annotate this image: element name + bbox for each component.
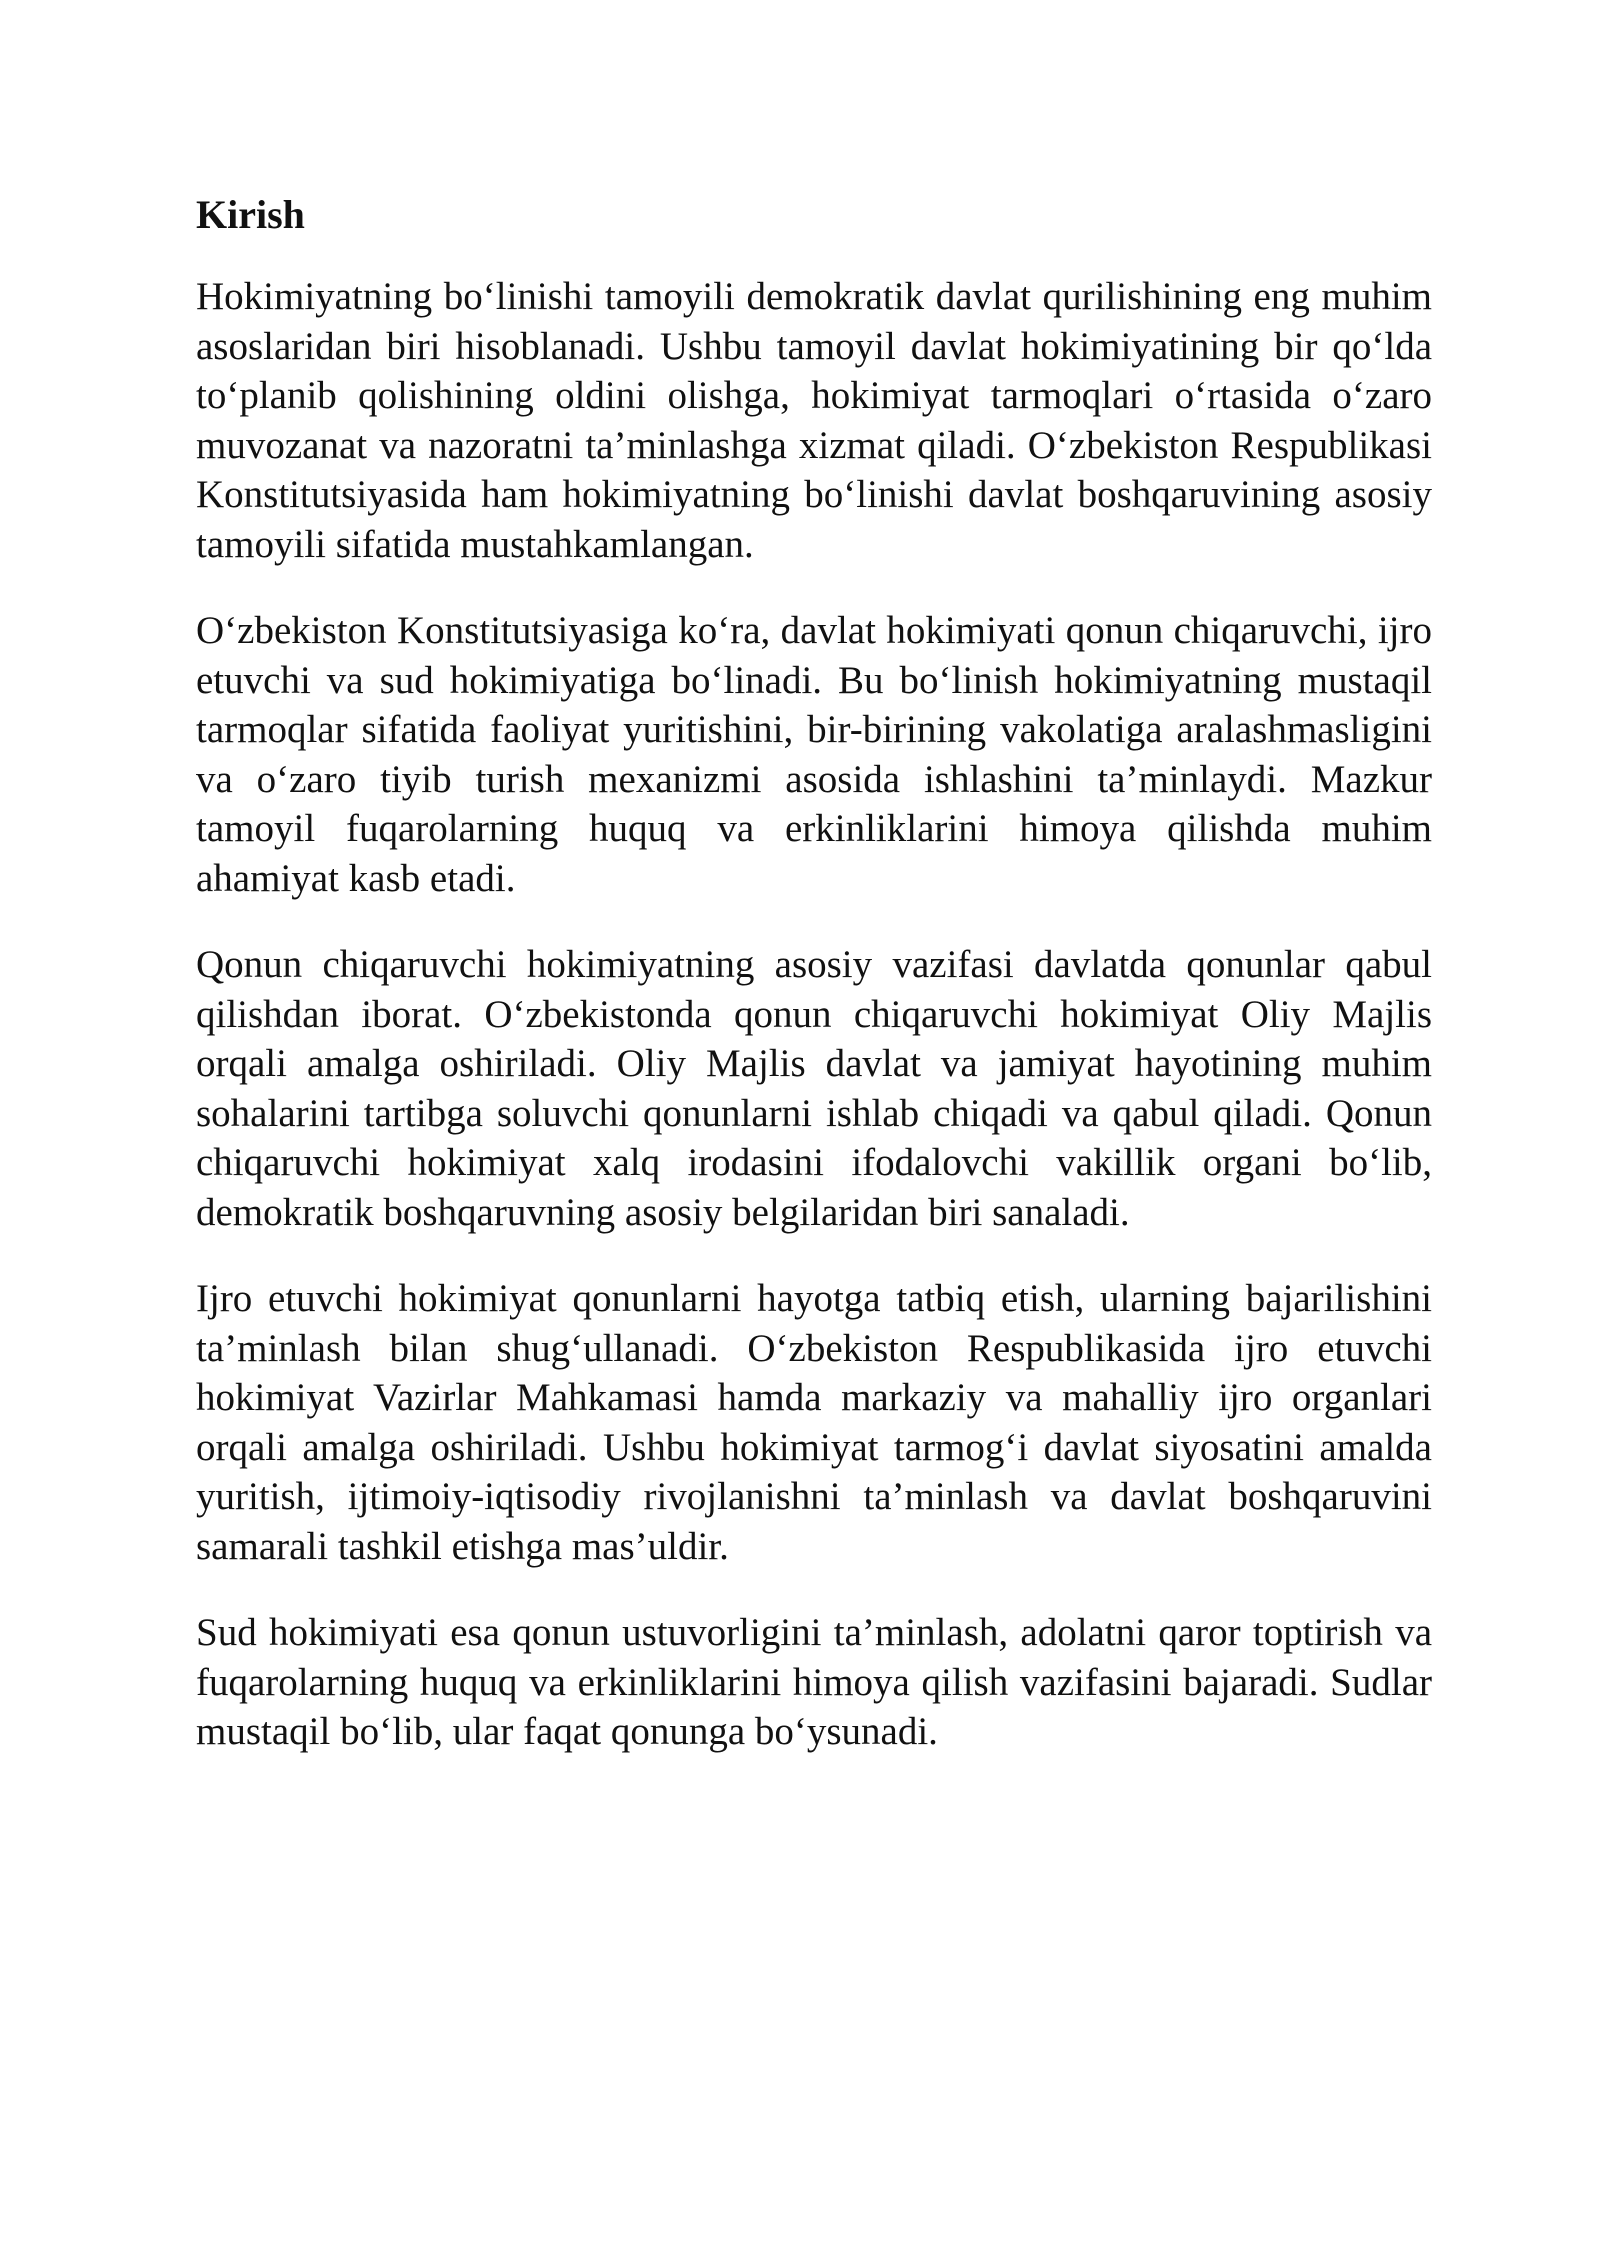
paragraph-4: Ijro etuvchi hokimiyat qonunlarni hayotga tatbiq etish, ularning bajarilishini ta’minlash bilan shug‘ullanadi. O‘zbekiston Respublikasida ijro etuvchi hokimiyat Vazirlar Mahkamasi hamda markaziy va mahalliy ijro organlari orqali amalga oshiriladi. Ushbu hokimiyat tarmog‘i davlat siyosatini amalda yuritish, ijtimoiy-iqtisodiy rivojlanishni ta’minlash va davlat boshqaruvini samarali tashkil etishga mas’uldir. (196, 1277, 1432, 1568)
document-body (196, 190, 1432, 1794)
paragraph-1: Hokimiyatning bo‘linishi tamoyili demokratik davlat qurilishining eng muhim asoslaridan biri hisoblanadi. Ushbu tamoyil davlat hokimiyatining bir qo‘lda to‘planib qolishining oldini olishga, hokimiyat tarmoqlari o‘rtasida o‘zaro muvozanat va nazoratni ta’minlashga xizmat qiladi. O‘zbekiston Respublikasi Konstitutsiyasida ham hokimiyatning bo‘linishi davlat boshqaruvining asosiy tamoyili sifatida mustahkamlangan. (196, 275, 1432, 566)
paragraph-5: Sud hokimiyati esa qonun ustuvorligini ta’minlash, adolatni qaror toptirish va fuqarolarning huquq va erkinliklarini himoya qilish vazifasini bajaradi. Sudlar mustaqil bo‘lib, ular faqat qonunga bo‘ysunadi. (196, 1611, 1432, 1753)
section-heading: Kirish (196, 192, 305, 237)
paragraph-2: O‘zbekiston Konstitutsiyasiga ko‘ra, davlat hokimiyati qonun chiqaruvchi, ijro etuvchi va sud hokimiyatiga bo‘linadi. Bu bo‘linish hokimiyatning mustaqil tarmoqlar sifatida faoliyat yuritishini, bir-birining vakolatiga aralashmasligini va o‘zaro tiyib turish mexanizmi asosida ishlashini ta’minlaydi. Mazkur tamoyil fuqarolarning huquq va erkinliklarini himoya qilishda muhim ahamiyat kasb etadi. (196, 609, 1432, 900)
paragraph-3: Qonun chiqaruvchi hokimiyatning asosiy vazifasi davlatda qonunlar qabul qilishdan iborat. O‘zbekistonda qonun chiqaruvchi hokimiyat Oliy Majlis orqali amalga oshiriladi. Oliy Majlis davlat va jamiyat hayotining muhim sohalarini tartibga soluvchi qonunlarni ishlab chiqadi va qabul qiladi. Qonun chiqaruvchi hokimiyat xalq irodasini ifodalovchi vakillik organi bo‘lib, demokratik boshqaruvning asosiy belgilaridan biri sanaladi. (196, 943, 1432, 1234)
